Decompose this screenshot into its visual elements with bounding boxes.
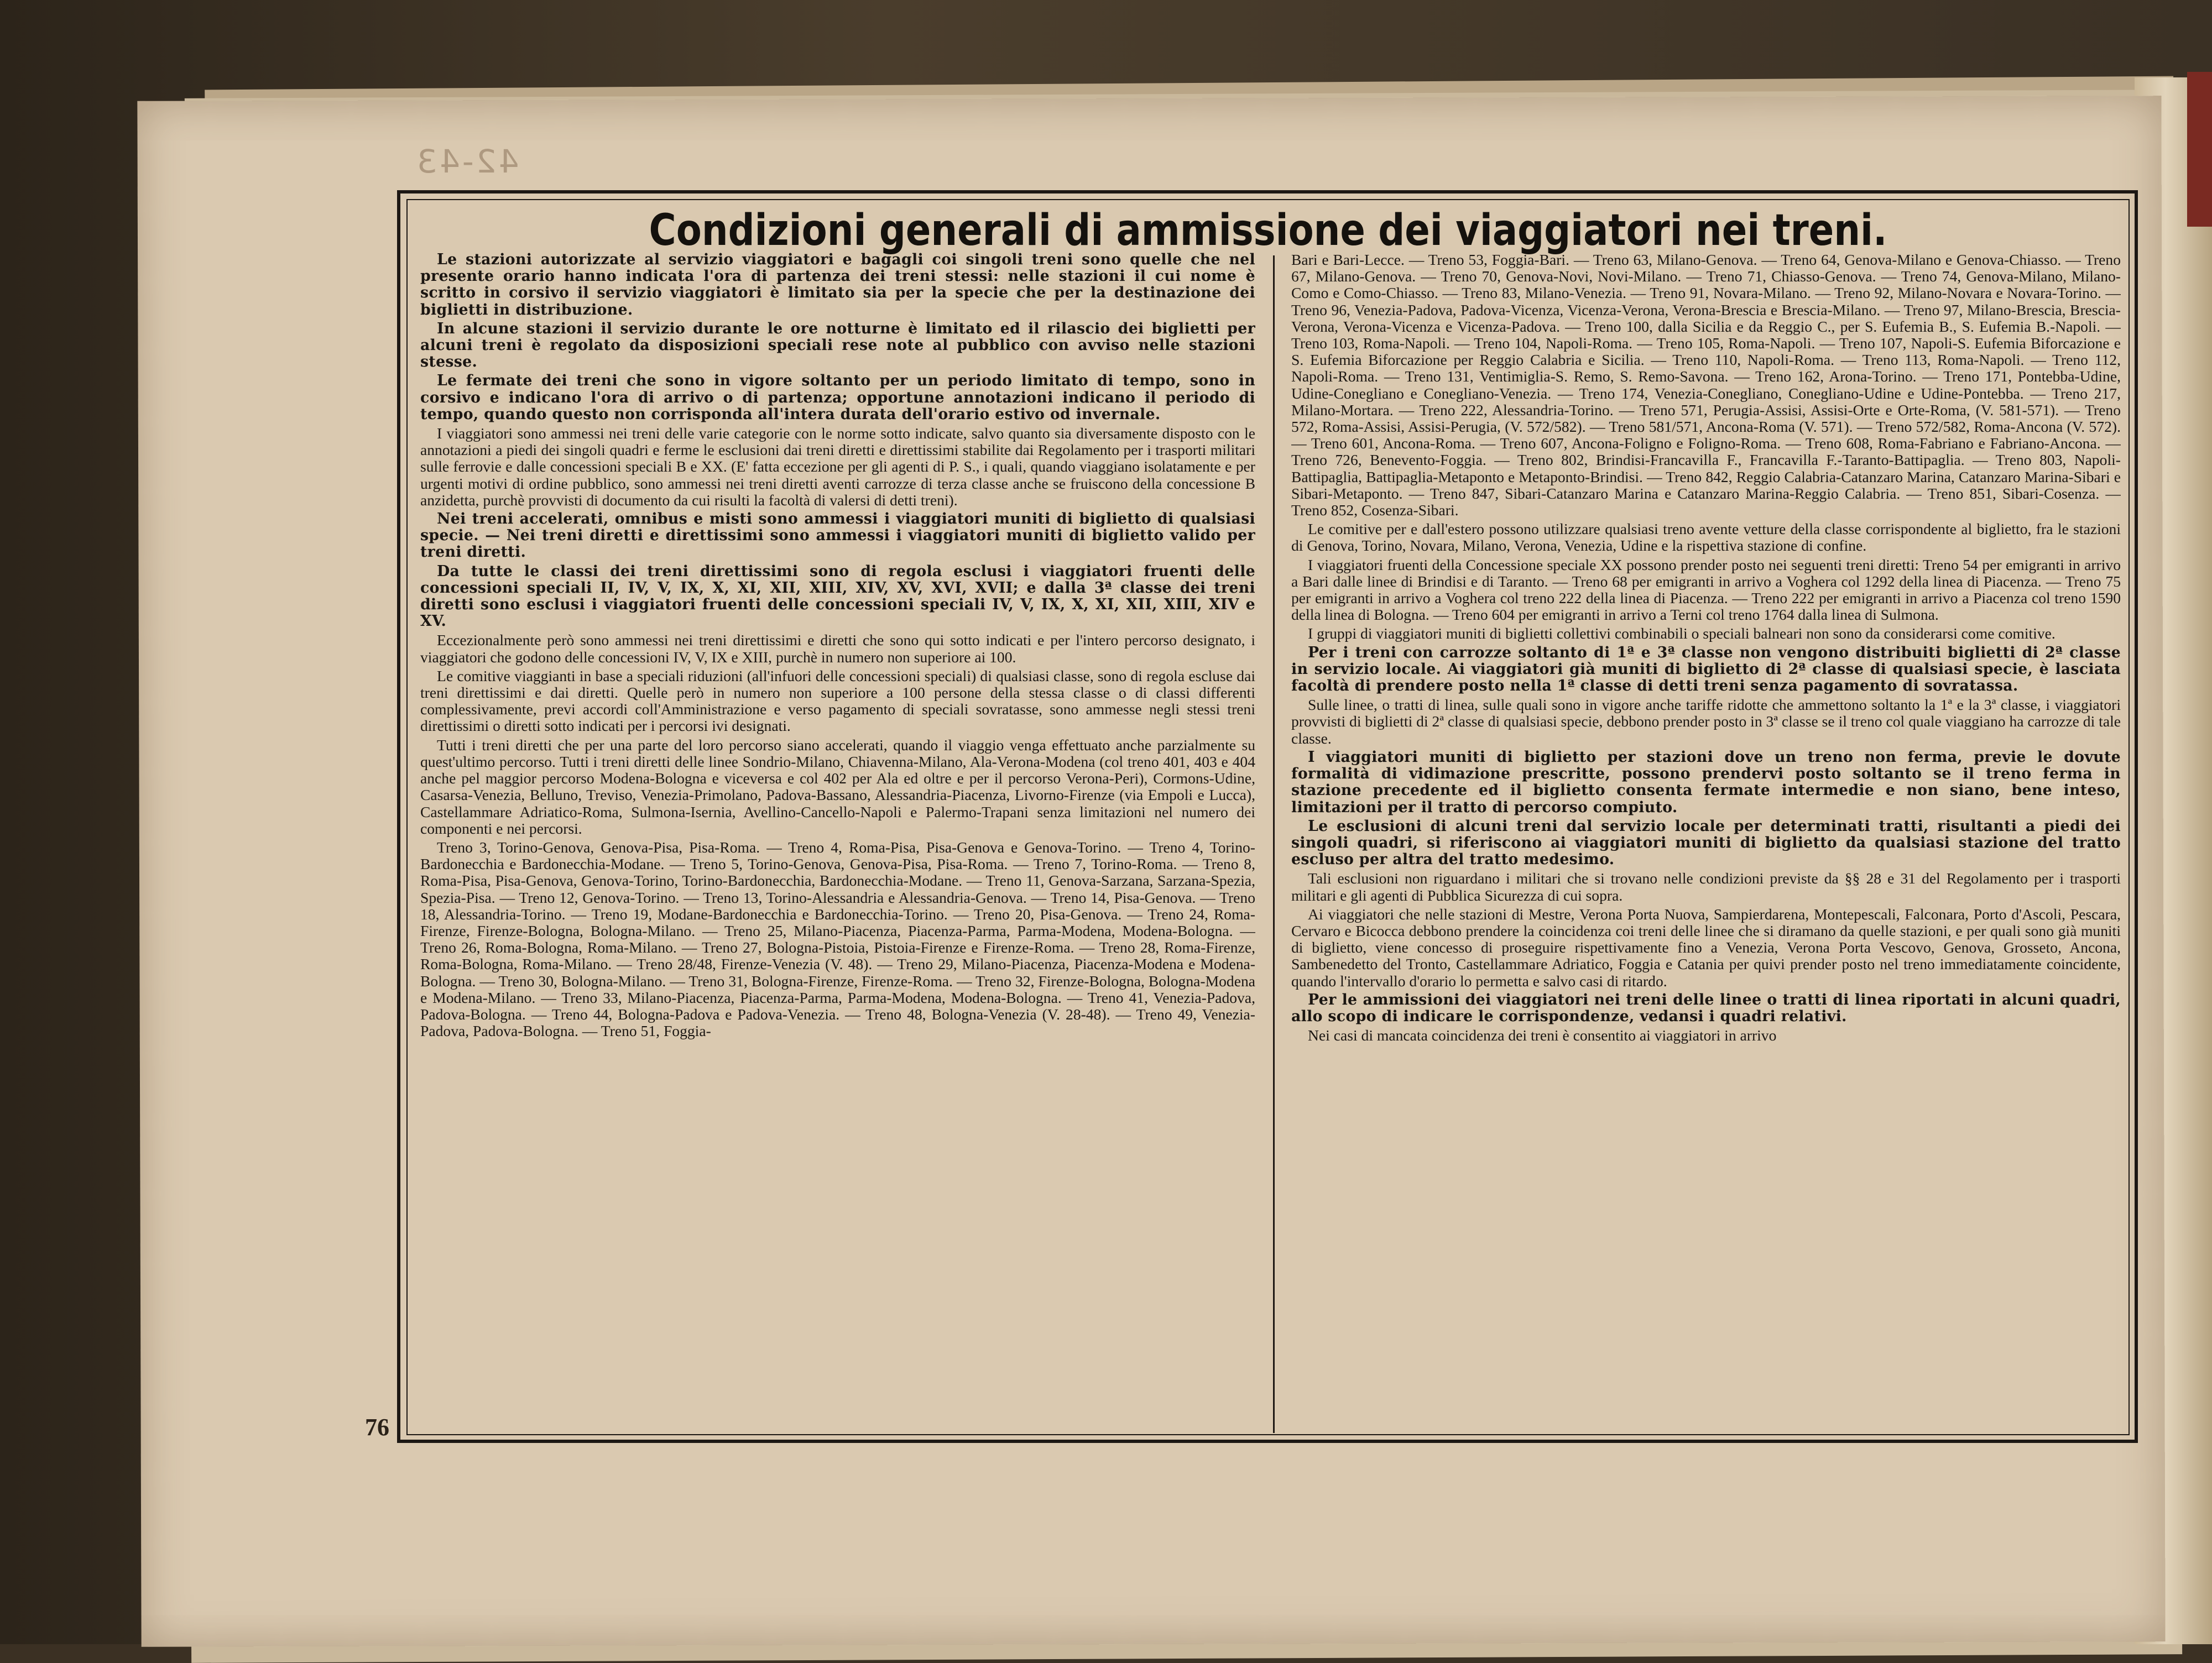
page-number: 76 xyxy=(365,1414,389,1441)
paragraph: Bari e Bari-Lecce. — Treno 53, Foggia-Bari. — Treno 63, Milano-Genova. — Treno 64, Genova-Milano e Genova-Chiasso. — Treno 67, Milano-Genova. — Treno 70, Genova-Novi, Novi-Milano. — Treno 71, Chiasso-Genova. — Treno 74, Genova-Milano, Milano-Como e Como-Chiasso. — Treno 83, Milano-Venezia. — Treno 91, Novara-Milano. — Treno 92, Milano-Novara e Novara-Torino. — Treno 96, Venezia-Padova, Padova-Vicenza, Vicenza-Verona, Verona-Brescia e Brescia-Milano. — Treno 97, Milano-Brescia, Brescia-Verona, Verona-Vicenza e Vicenza-Padova. — Treno 100, dalla Sicilia e da Reggio C., per S. Eufemia B., S. Eufemia B.-Napoli. — Treno 103, Roma-Napoli. — Treno 104, Napoli-Roma. — Treno 105, Roma-Napoli. — Treno 107, Napoli-S. Eufemia Biforcazione e S. Eufemia Biforcazione per Reggio Calabria e Sicilia. — Treno 110, Napoli-Roma. — Treno 113, Roma-Napoli. — Treno 112, Napoli-Roma. — Treno 131, Ventimiglia-S. Remo, S. Remo-Savona. — Treno 162, Arona-Torino. — Treno 171, Pontebba-Udine, Udine-Conegliano e Conegliano-Venezia. — Treno 174, Venezia-Conegliano, Conegliano-Udine e Udine-Pontebba. — Treno 217, Milano-Mortara. — Treno 222, Alessandria-Torino. — Treno 571, Perugia-Assisi, Assisi-Orte e Orte-Roma, (V. 581-571). — Treno 572, Roma-Assisi, Assisi-Perugia, (V. 572/582). — Treno 581/571, Ancona-Roma (V. 571). — Treno 572/582, Roma-Ancona (V. 572). — Treno 601, Ancona-Roma. — Treno 607, Ancona-Foligno e Foligno-Roma. — Treno 608, Roma-Fabriano e Fabriano-Ancona. — Treno 726, Benevento-Foggia. — Treno 802, Brindisi-Francavilla F., Francavilla F.-Taranto-Battipaglia. — Treno 803, Napoli-Battipaglia, Battipaglia-Metaponto e Metaponto-Brindisi. — Treno 842, Reggio Calabria-Catanzaro Marina, Catanzaro Marina-Sibari e Sibari-Metaponto. — Treno 847, Sibari-Catanzaro Marina e Catanzaro Marina-Reggio Calabria. — Treno 851, Sibari-Cosenza. — Treno 852, Cosenza-Sibari. xyxy=(1291,252,2121,519)
paragraph: Sulle linee, o tratti di linea, sulle quali sono in vigore anche tariffe ridotte che ammettono soltanto la 1ª e la 3ª classe, i viaggiatori provvisti di biglietti di 2ª classe di qualsiasi specie, debbono prender posto in 3ª classe se il treno col quale viaggiano ha carrozze di tale classe. xyxy=(1291,696,2121,747)
paragraph: Le comitive viaggianti in base a speciali riduzioni (all'infuori delle concessioni speciali) di qualsiasi classe, sono di regola escluse dai treni direttissimi e dai diretti. Quelle però in numero non superiore a 100 persone della stessa classe o di classi differenti complessivamente, previ accordi coll'Amministrazione e verso pagamento di speciali sovratasse, sono ammesse negli stessi treni direttissimi o diretti sotto indicati per i percorsi ivi designati. xyxy=(420,667,1255,735)
paragraph: Le comitive per e dall'estero possono utilizzare qualsiasi treno avente vetture della classe corrispondente al biglietto, fra le stazioni di Genova, Torino, Novara, Milano, Verona, Venezia, Udine e la rispettiva stazione di confine. xyxy=(1291,520,2121,555)
paragraph: I viaggiatori fruenti della Concessione speciale XX possono prender posto nei seguenti treni diretti: Treno 54 per emigranti in arrivo a Bari dalle linee di Brindisi e di Taranto. — Treno 68 per emigranti in arrivo a Voghera col 1292 della linea di Piacenza. — Treno 75 per emigranti in arrivo a Voghera col treno 222 della linea di Piacenza. — Treno 222 per emigranti in arrivo a Piacenza col treno 1590 della linea di Bologna. — Treno 604 per emigranti in arrivo a Terni col treno 1764 dalla linea di Sulmona. xyxy=(1291,556,2121,624)
paragraph: Nei treni accelerati, omnibus e misti sono ammessi i viaggiatori muniti di biglietto di qualsiasi specie. — Nei treni diretti e direttissimi sono ammessi i viaggiatori muniti di biglietto valido per treni diretti. xyxy=(420,510,1255,561)
paragraph: Le esclusioni di alcuni treni dal servizio locale per determinati tratti, risultanti a piedi dei singoli quadri, si riferiscono ai viaggiatori muniti di biglietto da qualsiasi stazione del tratto escluso per altra del tratto medesimo. xyxy=(1291,817,2121,869)
paragraph: Da tutte le classi dei treni direttissimi sono di regola esclusi i viaggiatori fruenti delle concessioni speciali II, IV, V, IX, X, XI, XII, XIII, XIV, XV, XVI, XVII; e dalla 3ª classe dei treni diretti sono esclusi i viaggiatori fruenti delle concessioni speciali IV, V, IX, X, XI, XII, XIII, XIV e XV. xyxy=(420,562,1255,630)
left-text-column xyxy=(420,252,1255,1423)
right-text-column xyxy=(1291,252,2121,1423)
paragraph: I viaggiatori sono ammessi nei treni delle varie categorie con le norme sotto indicate, salvo quanto sia diversamente disposto con le annotazioni a piedi dei singoli quadri e ferme le esclusioni dai treni diretti e direttissimi stabilite dai Regolamento per i trasporti militari sulle ferrovie e dalle concessioni speciali B e XX. (E' fatta eccezione per gli agenti di P. S., i quali, quando viaggiano isolatamente e per urgenti motivi di ordine pubblico, sono ammessi nei treni diretti aventi carrozze di terza classe anche se fruiscono della concessione B anzidetta, purchè provvisti di documento da cui risulti la facoltà di valersi di detti treni). xyxy=(420,425,1255,509)
paragraph: I viaggiatori muniti di biglietto per stazioni dove un treno non ferma, previe le dovute formalità di vidimazione prescritte, possono prendervi posto soltanto se il treno ferma in stazione precedente ed il biglietto consenta fermate intermedie e non siano, bene inteso, limitazioni per il tratto di percorso compiuto. xyxy=(1291,748,2121,816)
paragraph: Ai viaggiatori che nelle stazioni di Mestre, Verona Porta Nuova, Sampierdarena, Montepescali, Falconara, Porto d'Ascoli, Pescara, Cervaro e Bicocca debbono prendere la coincidenza coi treni delle linee che si diramano da quelle stazioni, e per quali sono già muniti di biglietto, viene concesso di proseguire rispettivamente fino a Venezia, Verona Porta Vescovo, Genova, Grosseto, Ancona, Sambenedetto del Tronto, Castellammare Adriatico, Foggia e Catania per quivi prender posto nel treno immediatamente coincidente, quando l'intervallo d'orario lo permetta e salvo casi di ritardo. xyxy=(1291,905,2121,990)
paragraph: Le stazioni autorizzate al servizio viaggiatori e bagagli coi singoli treni sono quelle che nel presente orario hanno indicata l'ora di partenza dei treni stessi: nelle stazioni il cui nome è scritto in corsivo il servizio viaggiatori è limitato sia per la specie che per la destinazione dei biglietti in distribuzione. xyxy=(420,252,1255,318)
paragraph: In alcune stazioni il servizio durante le ore notturne è limitato ed il rilascio dei biglietti per alcuni treni è regolato da disposizioni speciali rese note al pubblico con avviso nelle stazioni stesse. xyxy=(420,320,1255,371)
paragraph: Tali esclusioni non riguardano i militari che si trovano nelle condizioni previste da §§ 28 e 31 del Regolamento per i trasporti militari e gli agenti di Pubblica Sicurezza di cui sopra. xyxy=(1291,870,2121,904)
paragraph: Tutti i treni diretti che per una parte del loro percorso siano accelerati, quando il viaggio venga effettuato anche parzialmente su quest'ultimo percorso. Tutti i treni diretti delle linee Sondrio-Milano, Chiavenna-Milano, Ala-Verona-Modena (col treno 401, 403 e 404 anche pel maggior percorso Modena-Bologna e viceversa e col 402 per Ala ed oltre e per il percorso Verona-Peri), Cormons-Udine, Casarsa-Venezia, Belluno, Treviso, Venezia-Primolano, Padova-Bassano, Alessandria-Piacenza, Livorno-Firenze (via Empoli e Lucca), Castellammare Adriatico-Roma, Sulmona-Isernia, Avellino-Cancello-Napoli e Palermo-Trapani senza limitazioni nel numero dei componenti e nei percorsi. xyxy=(420,736,1255,837)
paragraph: Le fermate dei treni che sono in vigore soltanto per un periodo limitato di tempo, sono in corsivo e indicano l'ora di arrivo o di partenza; opportune annotazioni indicano il periodo di tempo, quando questo non corrisponda all'intera durata dell'orario estivo od invernale. xyxy=(420,372,1255,423)
paragraph: Nei casi di mancata coincidenza dei treni è consentito ai viaggiatori in arrivo xyxy=(1308,1027,1777,1044)
paragraph: Per i treni con carrozze soltanto di 1ª e 3ª classe non vengono distribuiti biglietti di 2ª classe in servizio locale. Ai viaggiatori già muniti di biglietto di 2ª classe di qualsiasi specie, è lasciata facoltà di prendere posto nella 1ª classe di detti treni senza pagamento di sovratassa. xyxy=(1291,644,2121,695)
paragraph: Treno 3, Torino-Genova, Genova-Pisa, Pisa-Roma. — Treno 4, Roma-Pisa, Pisa-Genova e Genova-Torino. — Treno 4, Torino-Bardonecchia e Bardonecchia-Modane. — Treno 5, Torino-Genova, Genova-Pisa, Pisa-Roma. — Treno 7, Torino-Roma. — Treno 8, Roma-Pisa, Pisa-Genova, Genova-Torino, Torino-Bardonecchia, Bardonecchia-Modane. — Treno 11, Genova-Sarzana, Sarzana-Spezia, Spezia-Pisa. — Treno 12, Genova-Torino. — Treno 13, Torino-Alessandria e Alessandria-Genova. — Treno 14, Pisa-Genova. — Treno 18, Alessandria-Torino. — Treno 19, Modane-Bardonecchia e Bardonecchia-Torino. — Treno 20, Pisa-Genova. — Treno 24, Roma-Firenze, Firenze-Bologna, Bologna-Milano. — Treno 25, Milano-Piacenza, Piacenza-Parma, Parma-Modena, Modena-Bologna. — Treno 26, Roma-Bologna, Roma-Milano. — Treno 27, Bologna-Pistoia, Pistoia-Firenze e Firenze-Roma. — Treno 28, Roma-Firenze, Roma-Bologna, Roma-Milano. — Treno 28/48, Firenze-Venezia (V. 48). — Treno 29, Milano-Piacenza, Piacenza-Modena e Modena-Bologna. — Treno 30, Bologna-Milano. — Treno 31, Bologna-Firenze, Firenze-Roma. — Treno 32, Firenze-Bologna, Bologna-Modena e Modena-Milano. — Treno 33, Milano-Piacenza, Piacenza-Parma, Parma-Modena, Modena-Bologna. — Treno 41, Venezia-Padova, Padova-Bologna. — Treno 44, Bologna-Padova e Padova-Venezia. — Treno 48, Bologna-Venezia (V. 28-48). — Treno 49, Venezia-Padova, Padova-Bologna. — Treno 51, Foggia- xyxy=(420,838,1255,1040)
column-divider xyxy=(1273,255,1275,1433)
page-title: Condizioni generali di ammissione dei viaggiatori nei treni. xyxy=(649,206,1887,255)
show-through-text: 42-43 xyxy=(415,143,519,180)
paragraph: I gruppi di viaggiatori muniti di biglietti collettivi combinabili o speciali balneari non sono da considerarsi come comitive. xyxy=(1308,625,2056,642)
paragraph: Eccezionalmente però sono ammessi nei treni direttissimi e diretti che sono qui sotto indicati e per l'intero percorso designato, i viaggiatori che godono delle concessioni IV, V, IX e XIII, purchè in numero non superiore ai 100. xyxy=(420,631,1255,666)
red-bookmark-tab xyxy=(2187,72,2212,227)
paragraph: Per le ammissioni dei viaggiatori nei treni delle linee o tratti di linea riportati in alcuni quadri, allo scopo di indicare le corrispondenze, vedansi i quadri relativi. xyxy=(1291,991,2121,1025)
